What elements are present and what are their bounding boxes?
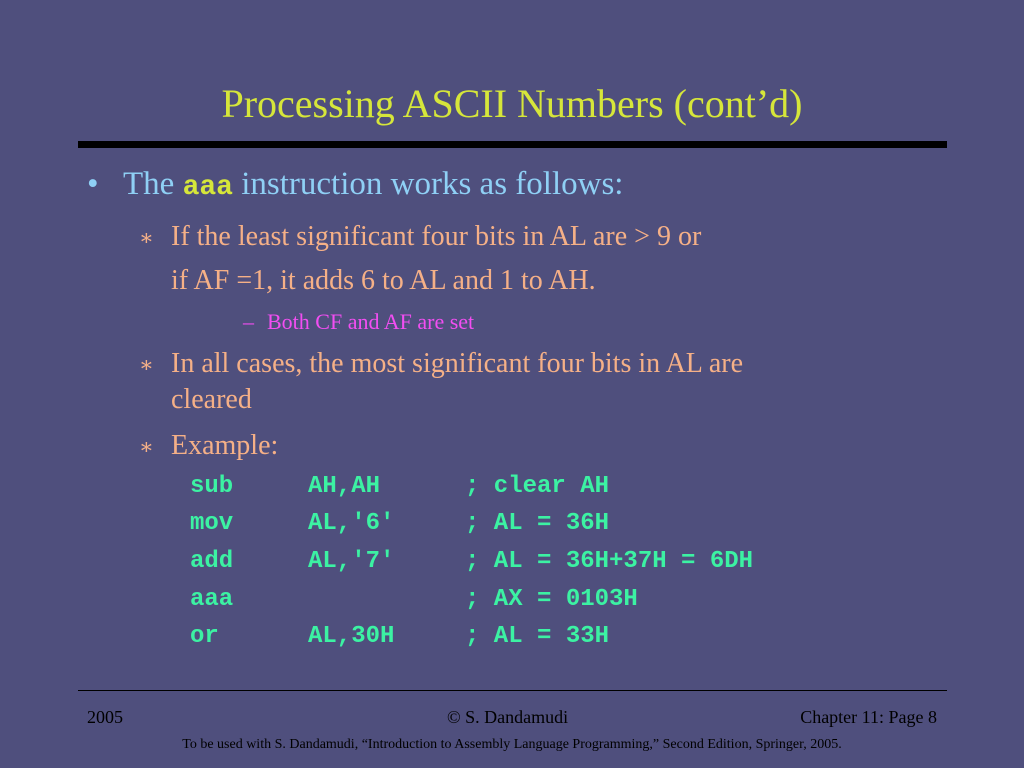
footer-divider [78,690,947,691]
bullet-keyword: aaa [182,172,233,203]
subpoint-3-text: Example: [171,430,279,461]
code-operands: AH,AH [308,473,381,500]
footer-page: Chapter 11: Page 8 [800,707,937,727]
bullet-marker: • [87,166,99,202]
bullet-suffix: instruction works as follows: [241,166,624,202]
code-opcode: or [190,623,219,650]
code-comment: ; clear AH [465,473,610,500]
code-operands: AL,'6' [308,510,395,537]
subpoint-2-line-2 [171,383,252,417]
code-opcode: mov [190,510,234,537]
subpoint-2-text-1: In all cases, the most significant four bits in AL are [171,348,744,379]
code-comment: ; AL = 36H [465,510,610,537]
subpoint-1-line-1 [139,220,702,254]
footer-author: © S. Dandamudi [447,707,569,727]
subpoint-2-text-2: cleared [171,384,252,415]
subpoint-marker: ∗ [139,352,154,377]
code-comment: ; AL = 36H+37H = 6DH [465,548,754,575]
subsub-marker: – [243,309,254,334]
code-comment: ; AL = 33H [465,623,610,650]
subpoint-3 [139,429,279,463]
main-bullet-text [123,166,623,203]
code-opcode: add [190,548,234,575]
subsub-text: Both CF and AF are set [267,309,475,334]
code-comment: ; AX = 0103H [465,586,638,613]
slide-title: Processing ASCII Numbers (cont’d) [221,81,803,126]
code-opcode: sub [190,473,234,500]
subpoint-1-line-2 [171,264,596,298]
subpoint-marker: ∗ [139,434,154,459]
subpoint-1-text-2: if AF =1, it adds 6 to AL and 1 to AH. [171,265,596,296]
subpoint-1-text-1: If the least significant four bits in AL are > 9 or [171,221,702,252]
code-operands: AL,30H [308,623,395,650]
code-operands: AL,'7' [308,548,395,575]
subpoint-2-line-1 [139,347,744,381]
title-underline [78,141,947,148]
footer-year: 2005 [87,707,123,727]
code-opcode: aaa [190,586,234,613]
bullet-prefix: The [123,166,175,202]
footer-note: To be used with S. Dandamudi, “Introduction to Assembly Language Programming,” Second Edition, Springer, 2005. [182,737,842,752]
subpoint-marker: ∗ [139,225,154,250]
